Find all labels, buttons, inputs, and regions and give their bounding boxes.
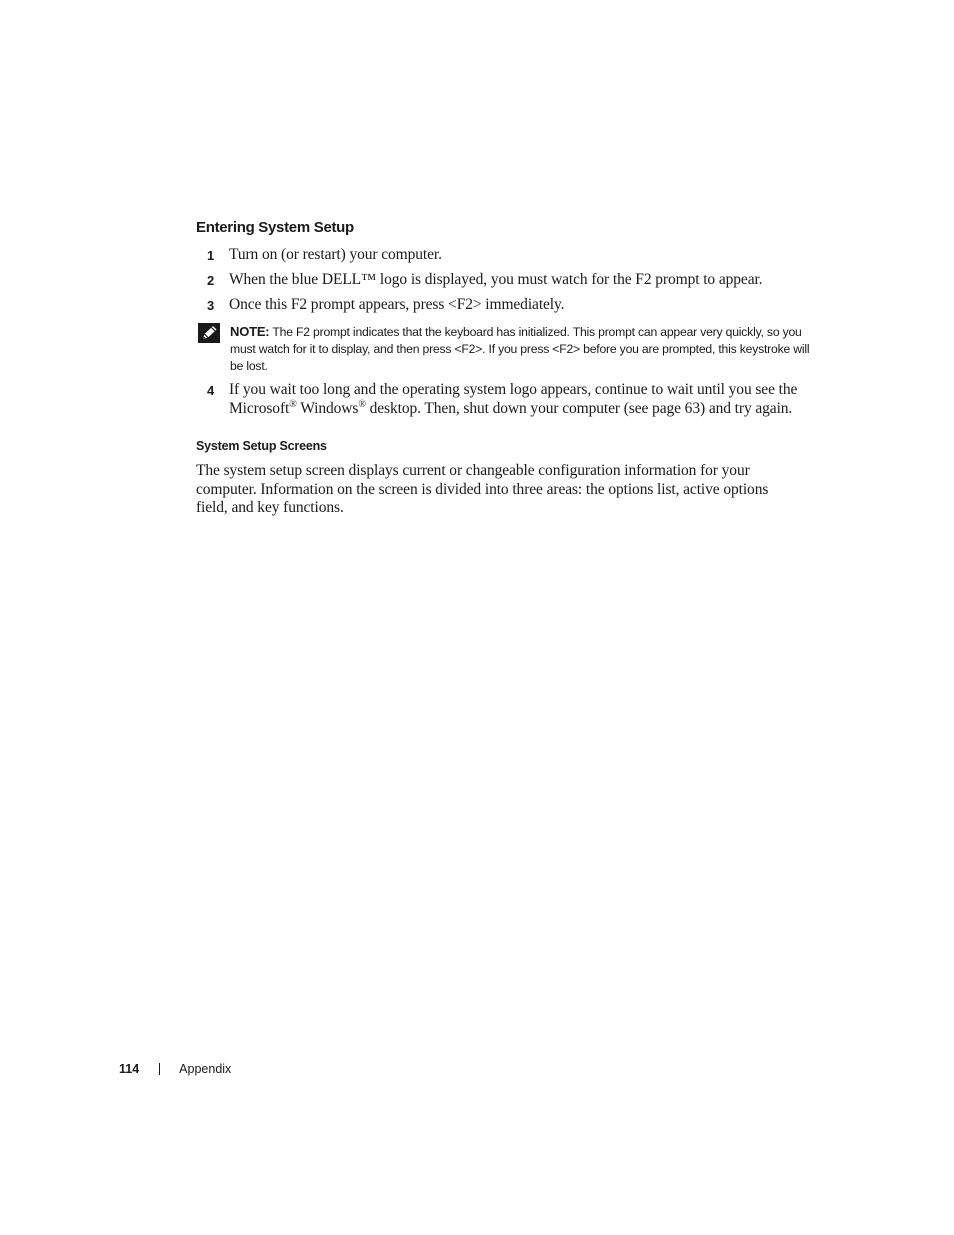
- step-text-part: If you wait too long and the operating system logo appears, continue to wait until you see the Microsoft: [229, 381, 798, 417]
- section-heading: Entering System Setup: [196, 219, 354, 236]
- page-number: 114: [119, 1062, 140, 1076]
- step-text: When the blue DELL™ logo is displayed, you must watch for the F2 prompt to appear.: [229, 271, 763, 288]
- note-text: [230, 323, 818, 375]
- step-text: [229, 381, 827, 418]
- step-3: [207, 296, 827, 315]
- page-footer: [119, 1062, 231, 1076]
- step-text-part: Windows: [296, 399, 359, 417]
- step-1: [207, 246, 827, 265]
- footer-divider: [159, 1063, 160, 1075]
- step-4: [207, 381, 827, 418]
- pencil-note-icon: [198, 323, 230, 375]
- step-number: 1: [207, 248, 215, 263]
- registered-mark: ®: [358, 398, 366, 410]
- step-text-part: desktop. Then, shut down your computer (see page 63) and try again.: [365, 399, 793, 417]
- step-number: 3: [207, 298, 215, 313]
- step-text: Turn on (or restart) your computer.: [229, 246, 442, 263]
- step-number: 4: [207, 383, 215, 398]
- footer-section-name: Appendix: [179, 1062, 232, 1076]
- step-number: 2: [207, 273, 215, 288]
- subsection-heading: System Setup Screens: [196, 439, 327, 453]
- note-label: NOTE:: [230, 324, 270, 339]
- note-box: [198, 323, 818, 375]
- step-text: Once this F2 prompt appears, press <F2> immediately.: [229, 296, 565, 313]
- note-body: The F2 prompt indicates that the keyboard has initialized. This prompt can appear very quickly, so you must watch for it to display, and then press <F2>. If you press <F2> before you are prompted, this keystroke will be lost.: [230, 325, 810, 373]
- step-2: [207, 271, 827, 290]
- registered-mark: ®: [289, 398, 297, 410]
- body-paragraph: The system setup screen displays current or changeable configuration information for your computer. Information on the screen is divided into three areas: the options list, active options field, and key functions.: [196, 462, 769, 516]
